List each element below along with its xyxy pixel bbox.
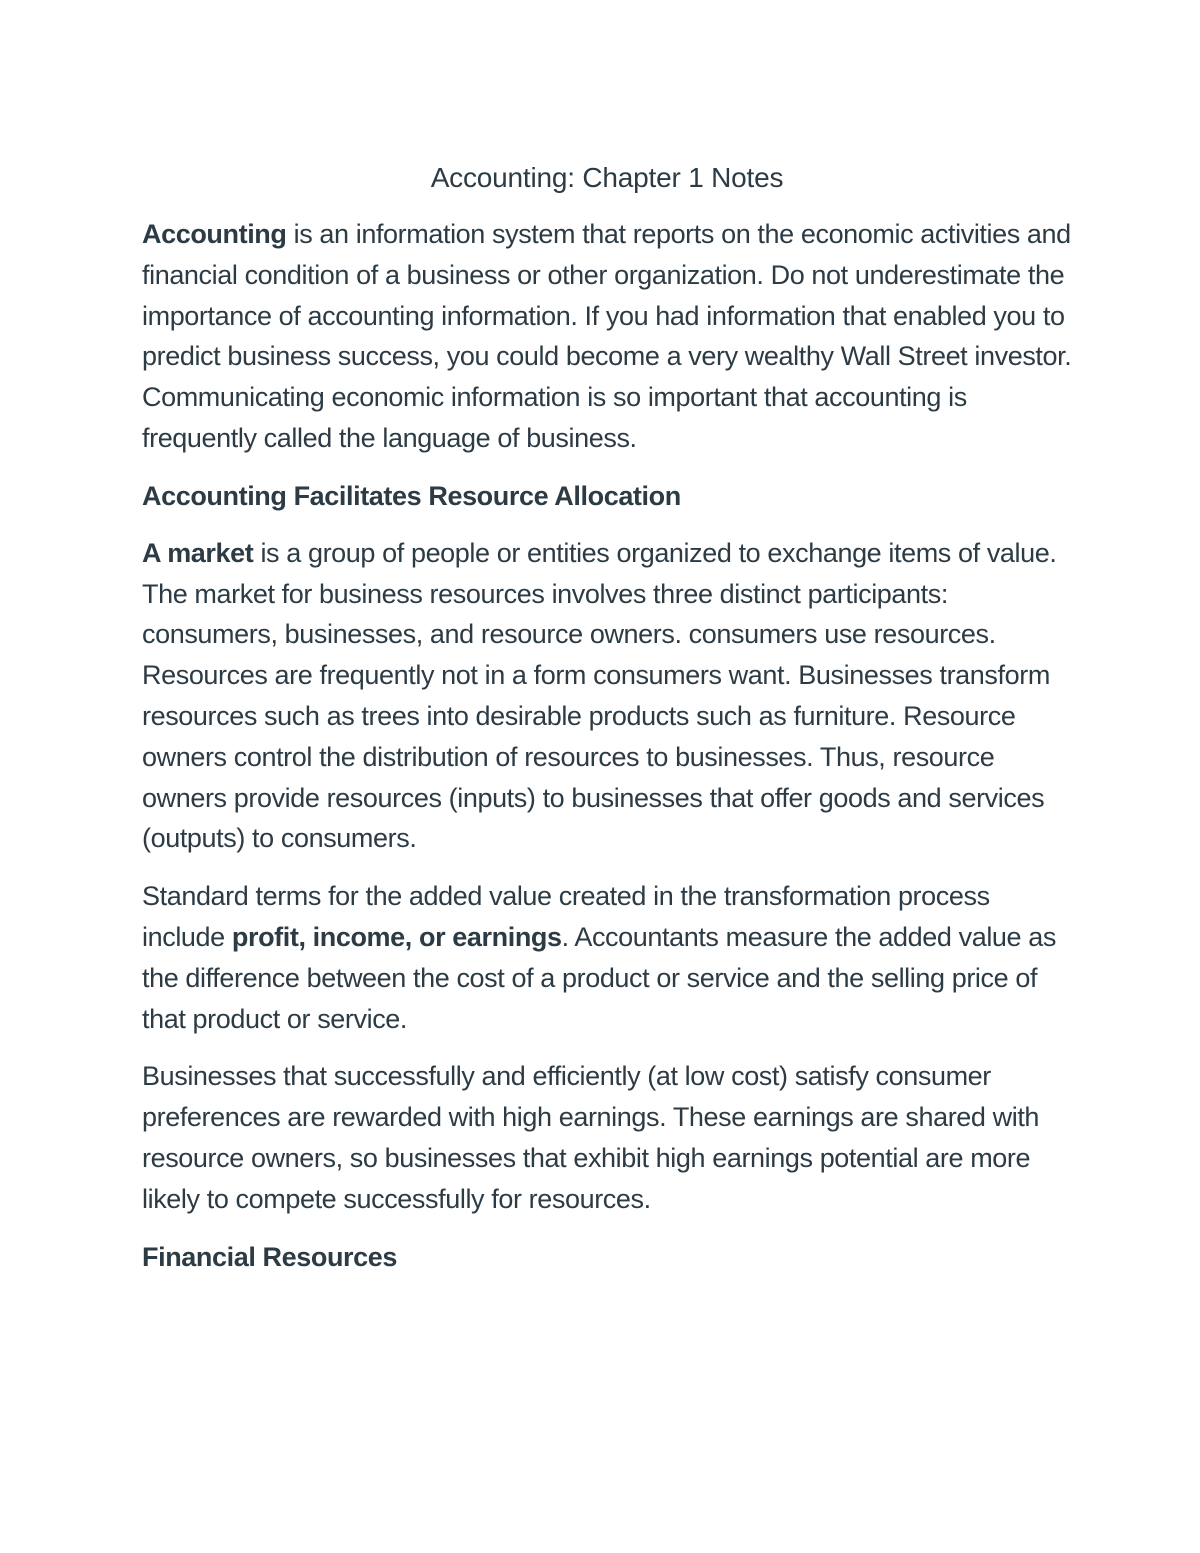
section-heading-financial-resources: Financial Resources: [142, 1241, 398, 1272]
paragraph-earnings: Businesses that successfully and efficiently (at low cost) satisfy consumer preferences are rewarded with high earnings. These earnings are shared with resource owners, so businesses that exhibit high earnings potential are more likely to compete successfully for resources.: [142, 1061, 1040, 1214]
term-profit-income-earnings: profit, income, or earnings: [231, 921, 562, 952]
paragraph-text: is an information system that reports on the economic activities and financial condition of a business or other organization. Do not underestimate the importance of accounting information. If you had information that enabled you to predict business success, you could become a very wealthy Wall Street investor. Communicating economic information is so important that accounting is frequently called the language of business.: [142, 219, 1072, 453]
term-accounting: Accounting: [142, 219, 287, 249]
document-body: [142, 158, 1072, 1294]
paragraph-added-value: [142, 876, 1072, 1039]
document-title: Accounting: Chapter 1 Notes: [430, 162, 784, 193]
paragraph-market-definition: [142, 533, 1072, 859]
paragraph-accounting-definition: [142, 214, 1072, 459]
term-market: A market: [142, 537, 254, 568]
paragraph-text: Standard terms for the added value created in the transformation process include: [142, 881, 990, 952]
paragraph-text: is a group of people or entities organized to exchange items of value. The market for business resources involves three distinct participants: consumers, businesses, and resource owners. consumers use resources. Resources are frequently not in a form consumers want. Businesses transform resources such as trees into desirable products such as furniture. Resource owners control the distribution of resources to businesses. Thus, resource owners provide resources (inputs) to businesses that offer goods and services (outputs) to consumers.: [142, 537, 1057, 854]
section-heading-resource-allocation: Accounting Facilitates Resource Allocation: [142, 480, 681, 511]
paragraph-text: . Accountants measure the added value as the difference between the cost of a product or service and the selling price of that product or service.: [142, 921, 1056, 1034]
